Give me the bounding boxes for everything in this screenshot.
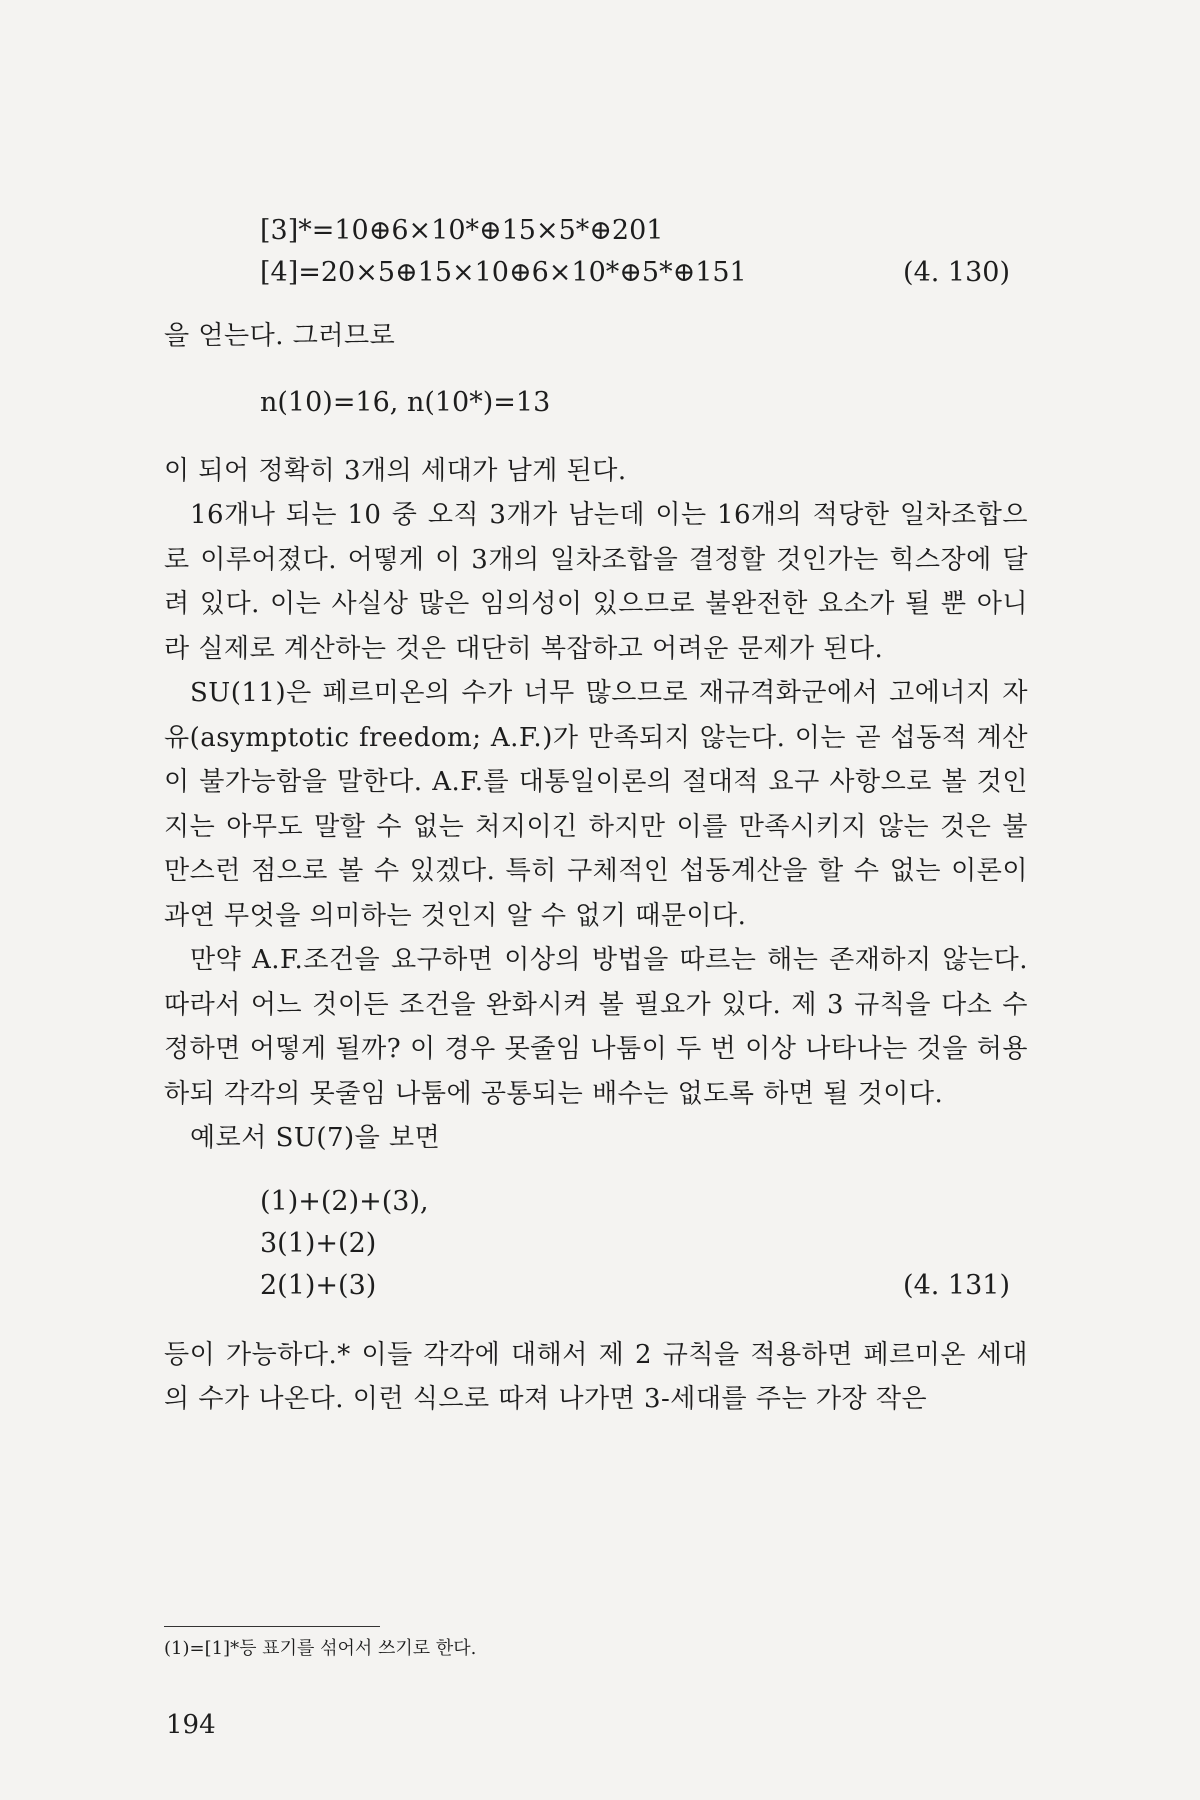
paragraph-3: SU(11)은 페르미온의 수가 너무 많으므로 재규격화군에서 고에너지 자유(asymptotic freedom; A.F.)가 만족되지 않는다. 이는 곧 섭동적 계산이 불가능함을 말한다. A.F.를 대통일이론의 절대적 요구 사항으로 볼 것인지는 아무도 말할 수 없는 처지이긴 하지만 이를 만족시키지 않는 것은 불만스런 점으로 볼 수 있겠다. 특히 구체적인 섭동계산을 할 수 없는 이론이 과연 무엇을 의미하는 것인지 알 수 없기 때문이다. <box>164 678 1028 931</box>
equation-line-2-wrap <box>164 252 1028 294</box>
equation-131-line-2: 3(1)+(2) <box>260 1227 377 1259</box>
footnote-divider <box>164 1626 380 1627</box>
page-number: 194 <box>166 1710 216 1740</box>
paragraph-5: 예로서 SU(7)을 보면 <box>190 1123 441 1153</box>
equation-131-line-3: 2(1)+(3) <box>260 1269 377 1301</box>
paragraph-2: 16개나 되는 10 중 오직 3개가 남는데 이는 16개의 적당한 일차조합으로 이루어졌다. 어떻게 이 3개의 일차조합을 결정할 것인가는 힉스장에 달려 있다. 이는 사실상 많은 임의성이 있으므로 불완전한 요소가 될 뿐 아니라 실제로 계산하는 것은 대단히 복잡하고 어려운 문제가 된다. <box>164 500 1028 664</box>
equation-131-line-1: (1)+(2)+(3), <box>260 1185 429 1217</box>
equation-block-4-130 <box>164 210 1028 294</box>
paragraph-1: 이 되어 정확히 3개의 세대가 남게 된다. <box>164 455 627 486</box>
equation-line-2: [4]=20×5⊕15×10⊕6×10*⊕5*⊕151 <box>260 257 747 288</box>
text-after-equation: 을 얻는다. 그러므로 <box>164 321 396 351</box>
equation-block-4-131 <box>164 1181 1028 1307</box>
equation-number-4-131: (4. 131) <box>903 1269 1010 1301</box>
equation-line-1: [3]*=10⊕6×10*⊕15×5*⊕201 <box>260 215 664 246</box>
page-content <box>164 210 1028 1422</box>
equation-131-line-3-wrap <box>164 1265 1028 1307</box>
paragraph-4: 만약 A.F.조건을 요구하면 이상의 방법을 따르는 해는 존재하지 않는다. 따라서 어느 것이든 조건을 완화시켜 볼 필요가 있다. 제 3 규칙을 다소 수정하면 어떻게 될까? 이 경우 못줄임 나툼이 두 번 이상 나타나는 것을 허용하되 각각의 못줄임 나툼에 공통되는 배수는 없도록 하면 될 것이다. <box>164 945 1028 1109</box>
footnote: (1)=[1]*등 표기를 섞어서 쓰기로 한다. <box>164 1638 477 1659</box>
paragraph-final: 등이 가능하다.* 이들 각각에 대해서 제 2 규칙을 적용하면 페르미온 세대의 수가 나온다. 이런 식으로 따져 나가면 3-세대를 주는 가장 작은 <box>164 1339 1028 1414</box>
middle-equation: n(10)=16, n(10*)=13 <box>260 386 551 418</box>
equation-number-4-130: (4. 130) <box>903 257 1010 288</box>
